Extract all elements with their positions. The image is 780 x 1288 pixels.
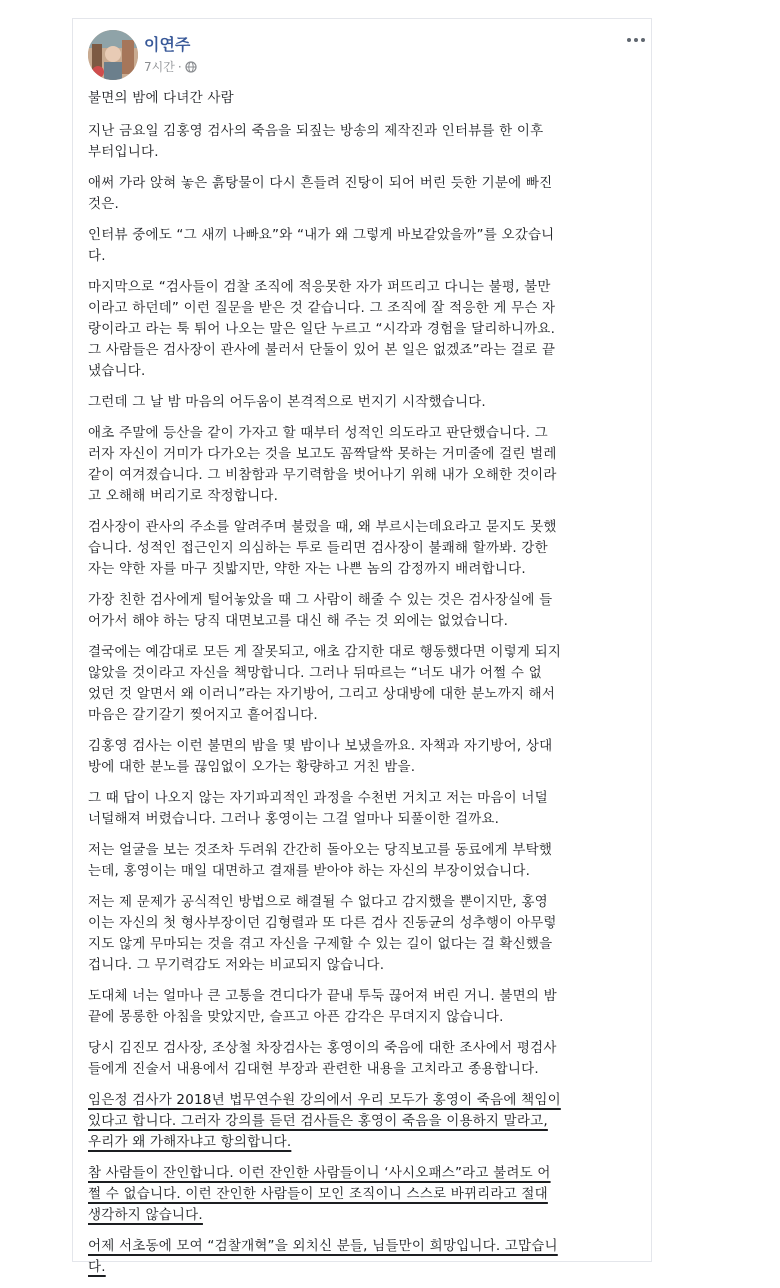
avatar-photo-icon <box>88 30 138 80</box>
post-meta <box>144 58 197 75</box>
post-paragraph: 도대체 너는 얼마나 큰 고통을 견디다가 끝내 투둑 끊어져 버린 거니. 불면의 밤 끝에 몽롱한 아침을 맞았지만, 슬프고 아픈 감각은 무뎌지지 않습니다. <box>88 988 557 1025</box>
post-paragraph: 검사장이 관사의 주소를 알려주며 불렀을 때, 왜 부르시는데요라고 묻지도 못했 습니다. 성적인 접근인지 의심하는 투로 들리면 검사장이 불쾌해 할까봐. 강한 자는 약한 자를 마구 짓밟지만, 약한 자는 나쁜 놈의 감정까지 배려합니다. <box>88 519 557 577</box>
post-paragraph: 당시 김진모 검사장, 조상철 차장검사는 홍영이의 죽음에 대한 조사에서 평검사 들에게 진술서 내용에서 김대현 부장과 관련한 내용을 고치라고 종용합니다. <box>88 1040 557 1077</box>
meta-separator: · <box>177 59 182 74</box>
post-paragraph: 인터뷰 중에도 “그 새끼 나빠요”와 “내가 왜 그렇게 바보같았을까”를 오갔습니 다. <box>88 227 555 264</box>
post-paragraph: 그런데 그 날 밤 마음의 어두움이 본격적으로 번지기 시작했습니다. <box>88 394 486 410</box>
more-options-icon[interactable] <box>624 30 648 50</box>
author-name[interactable]: 이연주 <box>144 35 191 54</box>
post-paragraph: 결국에는 예감대로 모든 게 잘못되고, 애초 감지한 대로 행동했다면 이렇게 되지 않았을 것이라고 자신을 책망합니다. 그러나 뒤따르는 “너도 내가 어쩔 수 없 었던 것 알면서 왜 이러니”라는 자기방어, 그리고 상대방에 대한 분노까지 해서 마음은 갈기갈기 찢어지고 흩어집니다. <box>88 644 562 723</box>
globe-icon[interactable] <box>185 61 197 73</box>
post-header <box>88 30 648 84</box>
post-paragraph: 저는 제 문제가 공식적인 방법으로 해결될 수 없다고 감지했을 뿐이지만, 홍영 이는 자신의 첫 형사부장이던 김형렬과 또 다른 검사 진동균의 성추행이 아무렇 지도 않게 무마되는 것을 겪고 자신을 구제할 수 있는 길이 없다는 걸 확신했을 겁니다. 그 무기력감도 저와는 비교되지 않습니다. <box>88 894 557 973</box>
post-paragraph: 지난 금요일 김홍영 검사의 죽음을 되짚는 방송의 제작진과 인터뷰를 한 이후 부터입니다. <box>88 123 544 160</box>
post-paragraph: 애써 가라 앉혀 놓은 흙탕물이 다시 흔들려 진탕이 되어 버린 듯한 기분에 빠진 것은. <box>88 175 553 212</box>
post-paragraph: 마지막으로 “검사들이 검찰 조직에 적응못한 자가 퍼뜨리고 다니는 불평, 불만 이라고 하던데” 이런 질문을 받은 것 같습니다. 그 조직에 잘 적응한 게 무슨 자 랑이라고 라는 툭 튀어 나오는 말은 일단 누르고 “시각과 경험을 달리하니까요. 그 사람들은 검사장이 관사에 불러서 단둘이 있어 본 일은 없겠죠”라는 걸로 끝 냈습니다. <box>88 279 556 379</box>
post-paragraph: 애초 주말에 등산을 같이 가자고 할 때부터 성적인 의도라고 판단했습니다. 그 러자 자신이 거미가 다가오는 것을 보고도 꼼짝달싹 못하는 거미줄에 걸린 벌레 같이 여겨졌습니다. 그 비참함과 무기력함을 벗어나기 위해 내가 오해한 것이라 고 오해해 버리기로 작정합니다. <box>88 425 557 504</box>
post-timestamp[interactable]: 7시간 <box>144 60 175 74</box>
post-body <box>88 88 648 1288</box>
avatar[interactable] <box>88 30 138 80</box>
post-paragraph: 임은정 검사가 2018년 법무연수원 강의에서 우리 모두가 홍영이 죽음에 책임이 있다고 합니다. 그러자 강의를 듣던 검사들은 홍영이 죽음을 이용하지 말라고, 우리가 왜 가해자냐고 항의합니다. <box>88 1092 561 1150</box>
post-paragraph: 김홍영 검사는 이런 불면의 밤을 몇 밤이나 보냈을까요. 자책과 자기방어, 상대 방에 대한 분노를 끊임없이 오가는 황량하고 거친 밤을. <box>88 738 553 775</box>
post-paragraph: 참 사람들이 잔인합니다. 이런 잔인한 사람들이니 ‘사시오패스”라고 불려도 어 쩔 수 없습니다. 이런 잔인한 사람들이 모인 조직이니 스스로 바뀌리라고 절대 생각하지 않습니다. <box>88 1165 551 1223</box>
post-paragraph: 어제 서초동에 모여 “검찰개혁”을 외치신 분들, 님들만이 희망입니다. 고맙습니 다. <box>88 1238 558 1275</box>
post-paragraph: 가장 친한 검사에게 털어놓았을 때 그 사람이 해줄 수 있는 것은 검사장실에 들 어가서 해야 하는 당직 대면보고를 대신 해 주는 것 외에는 없었습니다. <box>88 592 553 629</box>
post-paragraph: 저는 얼굴을 보는 것조차 두려워 간간히 돌아오는 당직보고를 동료에게 부탁했 는데, 홍영이는 매일 대면하고 결재를 받아야 하는 자신의 부장이었습니다. <box>88 842 553 879</box>
post-paragraph: 그 때 답이 나오지 않는 자기파괴적인 과정을 수천번 거치고 저는 마음이 너덜 너덜해져 버렸습니다. 그러나 홍영이는 그걸 얼마나 되풀이한 걸까요. <box>88 790 548 827</box>
post-title: 불면의 밤에 다녀간 사람 <box>88 90 234 106</box>
